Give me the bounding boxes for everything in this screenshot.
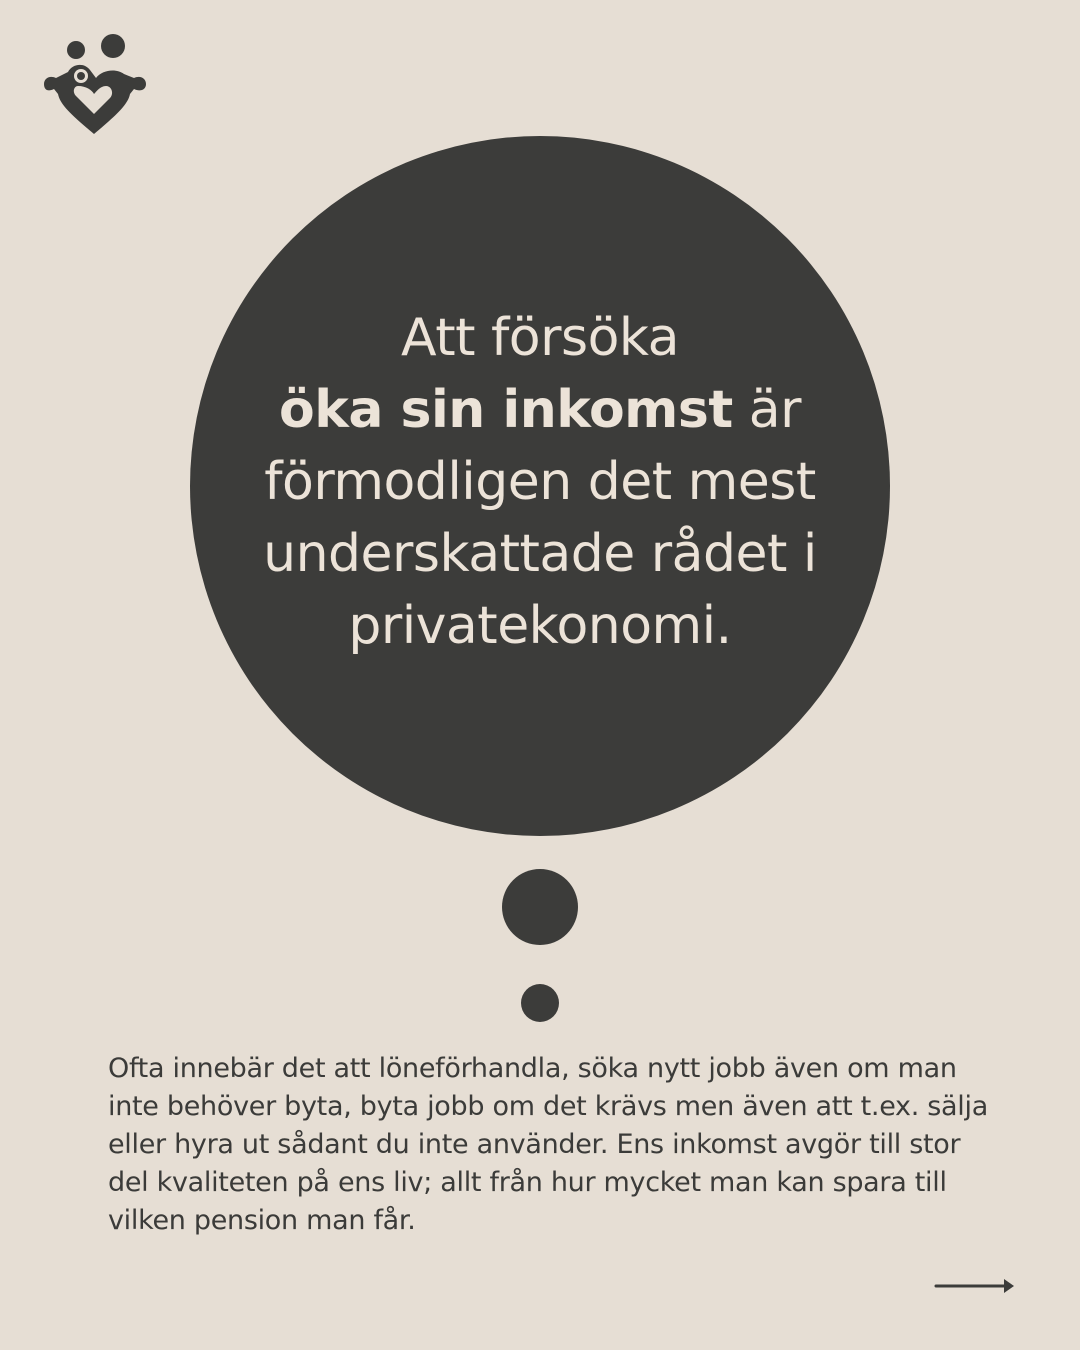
- headline-line-5: privatekonomi.: [348, 596, 732, 656]
- speech-bubble: [190, 136, 890, 836]
- logo-left-head-icon: [67, 41, 85, 59]
- headline-line-2: [240, 374, 840, 446]
- headline-line-1: Att försöka: [401, 308, 679, 368]
- arrow-right-icon[interactable]: [934, 1274, 1018, 1298]
- thought-dot-large: [502, 869, 578, 945]
- logo-heart-icon: [44, 65, 146, 134]
- body-paragraph: Ofta innebär det att löneförhandla, söka nytt jobb även om man inte behöver byta, byta jobb om det krävs men även att t.ex. sälja eller hyra ut sådant du inte använder. Ens inkomst avgör till stor del kvaliteten på ens liv; allt från hur mycket man kan spara till vilken pension man får.: [108, 1053, 988, 1236]
- logo-inner-dot-fill-icon: [77, 72, 85, 80]
- brand-logo: [38, 34, 150, 138]
- thought-dot-small: [521, 984, 559, 1022]
- headline-bold-phrase: öka sin inkomst: [279, 380, 733, 440]
- logo-right-head-icon: [101, 34, 125, 58]
- headline-line-2-rest: är: [732, 380, 801, 440]
- headline-line-4: underskattade rådet i: [263, 524, 817, 584]
- headline: [240, 302, 840, 662]
- headline-line-3: förmodligen det mest: [264, 452, 816, 512]
